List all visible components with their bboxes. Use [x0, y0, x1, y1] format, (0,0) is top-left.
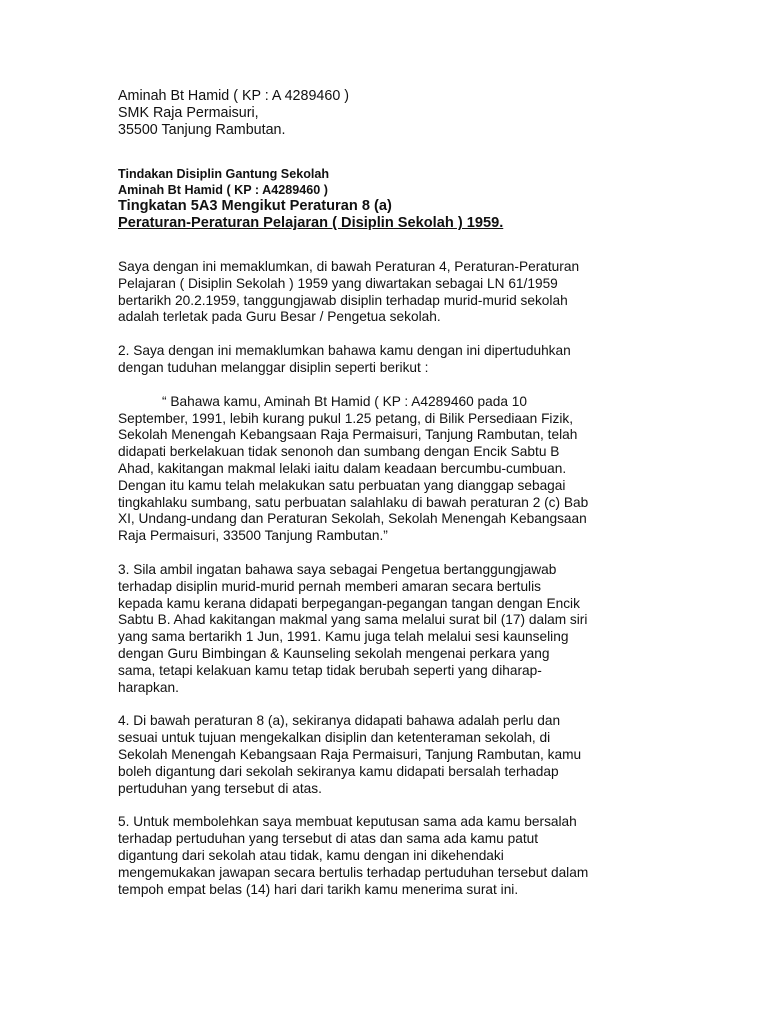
text-line: XI, Undang-undang dan Peraturan Sekolah, Sekolah Menengah Kebangsaan	[118, 511, 587, 527]
paragraph-1	[118, 259, 658, 326]
text-line: Raja Permaisuri, 33500 Tanjung Rambutan.”	[118, 528, 388, 544]
text-line: dengan Guru Bimbingan & Kaunseling sekolah mengenai perkara yang	[118, 645, 550, 661]
address-line-school: SMK Raja Permaisuri,	[118, 105, 259, 121]
text-line: tempoh empat belas (14) hari dari tarikh kamu menerima surat ini.	[118, 881, 519, 897]
letter-page	[118, 88, 658, 898]
paragraph-3	[118, 562, 658, 696]
text-line: September, 1991, lebih kurang pukul 1.25 petang, di Bilik Persediaan Fizik,	[118, 410, 574, 426]
text-line: digantung dari sekolah atau tidak, kamu dengan ini dikehendaki	[118, 847, 504, 863]
text-line: dengan tuduhan melanggar disiplin seperti berikut :	[118, 359, 429, 375]
text-line: 5. Untuk membolehkan saya membuat keputusan sama ada kamu bersalah	[118, 814, 577, 830]
text-line: mengemukakan jawapan secara bertulis terhadap pertuduhan tersebut dalam	[118, 864, 589, 880]
text-line: “ Bahawa kamu, Aminah Bt Hamid ( KP : A4289460 pada 10	[162, 393, 527, 409]
paragraph-4	[118, 713, 658, 797]
text-line: Dengan itu kamu telah melakukan satu perbuatan yang dianggap sebagai	[118, 477, 566, 493]
text-line: sesuai untuk tujuan mengekalkan disiplin dan ketenteraman sekolah, di	[118, 730, 551, 746]
subject-title: Tindakan Disiplin Gantung Sekolah	[118, 167, 330, 181]
text-line: Ahad, kakitangan makmal lelaki iaitu dalam keadaan bercumbu-cumbuan.	[118, 460, 567, 476]
text-line: Saya dengan ini memaklumkan, di bawah Peraturan 4, Peraturan-Peraturan	[118, 259, 580, 274]
text-line: tingkahlaku sumbang, satu perbuatan salahlaku di bawah peraturan 2 (c) Bab	[118, 494, 589, 510]
text-line: Sekolah Menengah Kebangsaan Raja Permaisuri, Tanjung Rambutan, telah	[118, 427, 578, 443]
text-line: harapkan.	[118, 679, 179, 695]
text-line: yang sama bertarikh 1 Jun, 1991. Kamu juga telah melalui sesi kaunseling	[118, 629, 569, 645]
text-line: didapati berkelakuan tidak senonoh dan sumbang dengan Encik Sabtu B	[118, 444, 560, 460]
letter-subject	[118, 166, 658, 232]
sender-address	[118, 88, 658, 139]
subject-class-regulation: Tingkatan 5A3 Mengikut Peraturan 8 (a)	[118, 198, 392, 214]
text-line: boleh digantung dari sekolah sekiranya kamu didapati bersalah terhadap	[118, 763, 559, 779]
paragraph-5	[118, 814, 658, 898]
text-line: 3. Sila ambil ingatan bahawa saya sebagai Pengetua bertanggungjawab	[118, 561, 557, 577]
text-line: 4. Di bawah peraturan 8 (a), sekiranya didapati bahawa adalah perlu dan	[118, 713, 561, 729]
text-line: terhadap disiplin murid-murid pernah memberi amaran secara bertulis	[118, 578, 541, 594]
text-line: sama, tetapi kelakuan kamu tetap tidak berubah seperti yang diharap-	[118, 662, 542, 678]
text-line: 2. Saya dengan ini memaklumkan bahawa kamu dengan ini dipertuduhkan	[118, 343, 571, 359]
subject-student: Aminah Bt Hamid ( KP : A4289460 )	[118, 183, 328, 197]
text-line: bertarikh 20.2.1959, tanggungjawab disiplin terhadap murid-murid sekolah	[118, 292, 568, 308]
paragraph-2	[118, 343, 658, 377]
text-line: pertuduhan yang tersebut di atas.	[118, 780, 322, 796]
address-line-town: 35500 Tanjung Rambutan.	[118, 122, 286, 138]
text-line: adalah terletak pada Guru Besar / Pengetua sekolah.	[118, 309, 441, 325]
text-line: terhadap pertuduhan yang tersebut di atas dan sama ada kamu patut	[118, 831, 539, 847]
text-line: Pelajaran ( Disiplin Sekolah ) 1959 yang diwartakan sebagai LN 61/1959	[118, 275, 558, 291]
text-line: Sekolah Menengah Kebangsaan Raja Permaisuri, Tanjung Rambutan, kamu	[118, 746, 582, 762]
address-line-name: Aminah Bt Hamid ( KP : A 4289460 )	[118, 88, 349, 104]
text-line: kepada kamu kerana didapati berpegangan-pegangan tangan dengan Encik	[118, 595, 580, 611]
charge-quote	[118, 394, 658, 545]
text-line: Sabtu B. Ahad kakitangan makmal yang sama melalui surat bil (17) dalam siri	[118, 612, 588, 628]
subject-regulation-title: Peraturan-Peraturan Pelajaran ( Disiplin Sekolah ) 1959.	[118, 215, 504, 231]
